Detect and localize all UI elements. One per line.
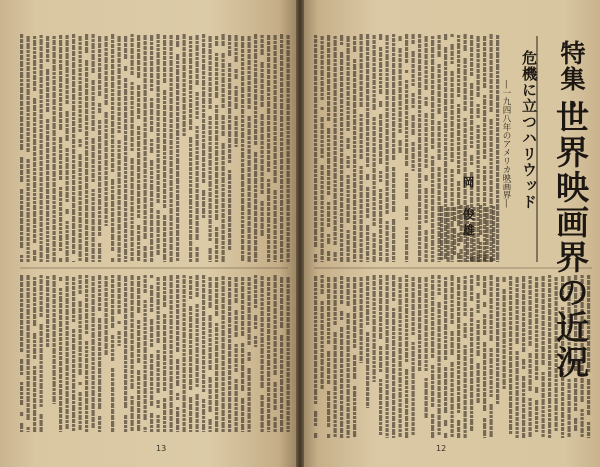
sub-sub-title: ―一九四八年のアメリカ映画界― bbox=[501, 80, 511, 208]
feature-label: 特集・ bbox=[557, 40, 586, 118]
page-number-left: 13 bbox=[156, 444, 167, 453]
text-block-left-lower bbox=[20, 275, 290, 432]
text-block-left-upper bbox=[20, 34, 290, 262]
sub-title: 危機に立つハリウッド bbox=[520, 50, 538, 210]
author-name: 岡 俊雄 bbox=[461, 176, 475, 240]
page-number-right: 12 bbox=[436, 444, 447, 453]
main-title: 世界映画界の近況 bbox=[551, 100, 590, 380]
